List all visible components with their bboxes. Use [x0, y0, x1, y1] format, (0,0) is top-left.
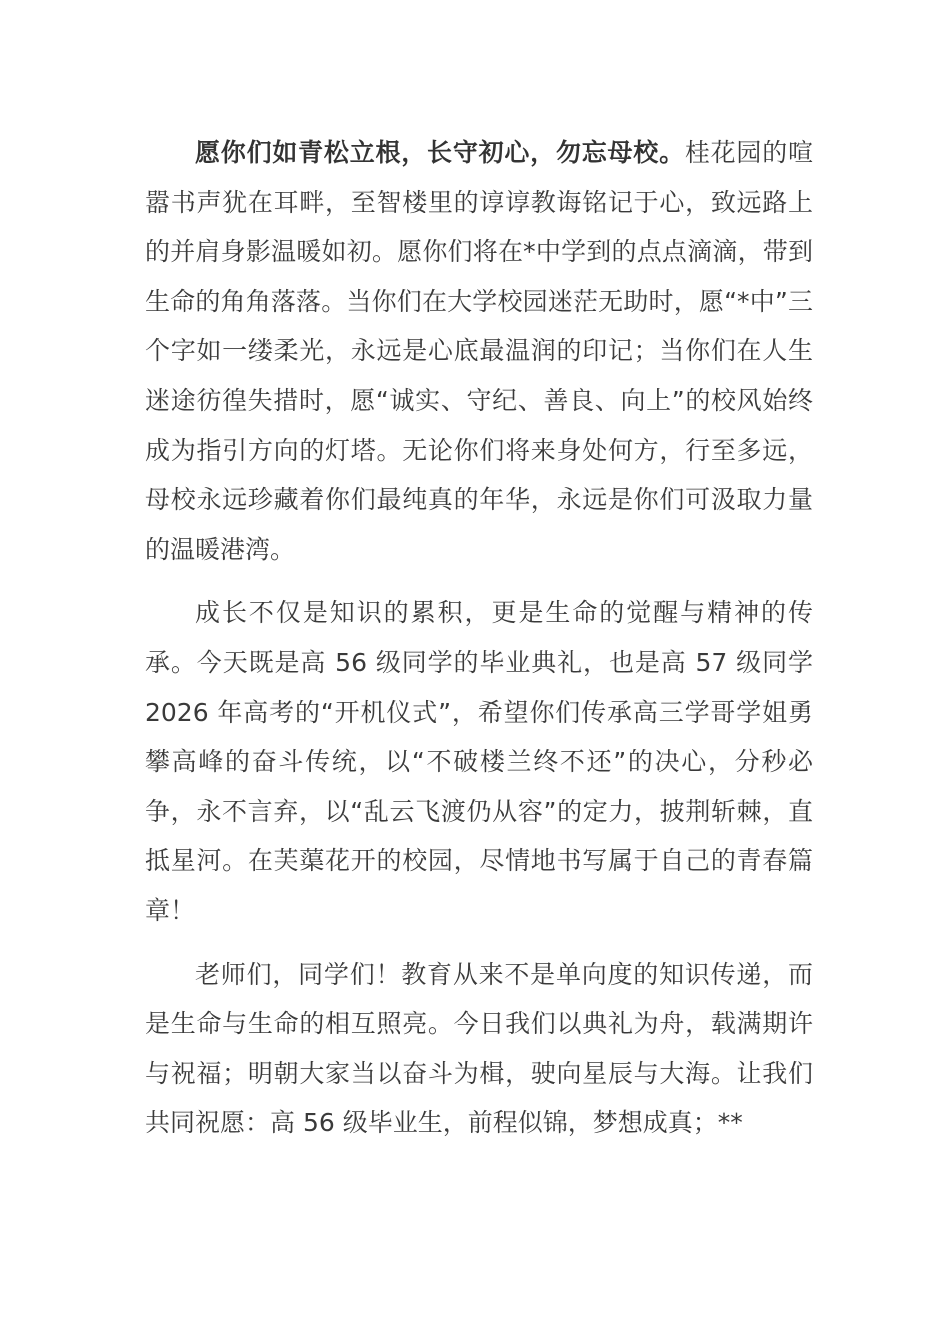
paragraph-2 [145, 588, 813, 935]
paragraph-1-lead: 愿你们如青松立根，长守初心，勿忘母校。 [195, 138, 685, 167]
paragraph-1-text: 桂花园的喧嚣书声犹在耳畔，至智楼里的谆谆教诲铭记于心，致远路上的并肩身影温暖如初。愿你们将在*中学到的点点滴滴，带到生命的角角落落。当你们在大学校园迷茫无助时，愿“*中”三个字如一缕柔光，永远是心底最温润的印记；当你们在人生迷途彷徨失措时，愿“诚实、守纪、善良、向上”的校风始终成为指引方向的灯塔。无论你们将来身处何方，行至多远，母校永远珍藏着你们最纯真的年华，永远是你们可汲取力量的温暖港湾。 [145, 138, 813, 564]
paragraph-2-text: 成长不仅是知识的累积，更是生命的觉醒与精神的传承。今天既是高 56 级同学的毕业典礼，也是高 57 级同学 2026 年高考的“开机仪式”，希望你们传承高三学哥学姐勇攀高峰的奋斗传统，以“不破楼兰终不还”的决心，分秒必争，永不言弃，以“乱云飞渡仍从容”的定力，披荆斩棘，直抵星河。在芙蕖花开的校园，尽情地书写属于自己的青春篇章！ [145, 598, 813, 925]
document-page [145, 128, 813, 1148]
paragraph-3 [145, 950, 813, 1148]
paragraph-1 [145, 128, 813, 574]
paragraph-3-text: 老师们，同学们！教育从来不是单向度的知识传递，而是生命与生命的相互照亮。今日我们以典礼为舟，载满期许与祝福；明朝大家当以奋斗为楫，驶向星辰与大海。让我们共同祝愿：高 56 级毕业生，前程似锦，梦想成真；** [145, 959, 813, 1138]
